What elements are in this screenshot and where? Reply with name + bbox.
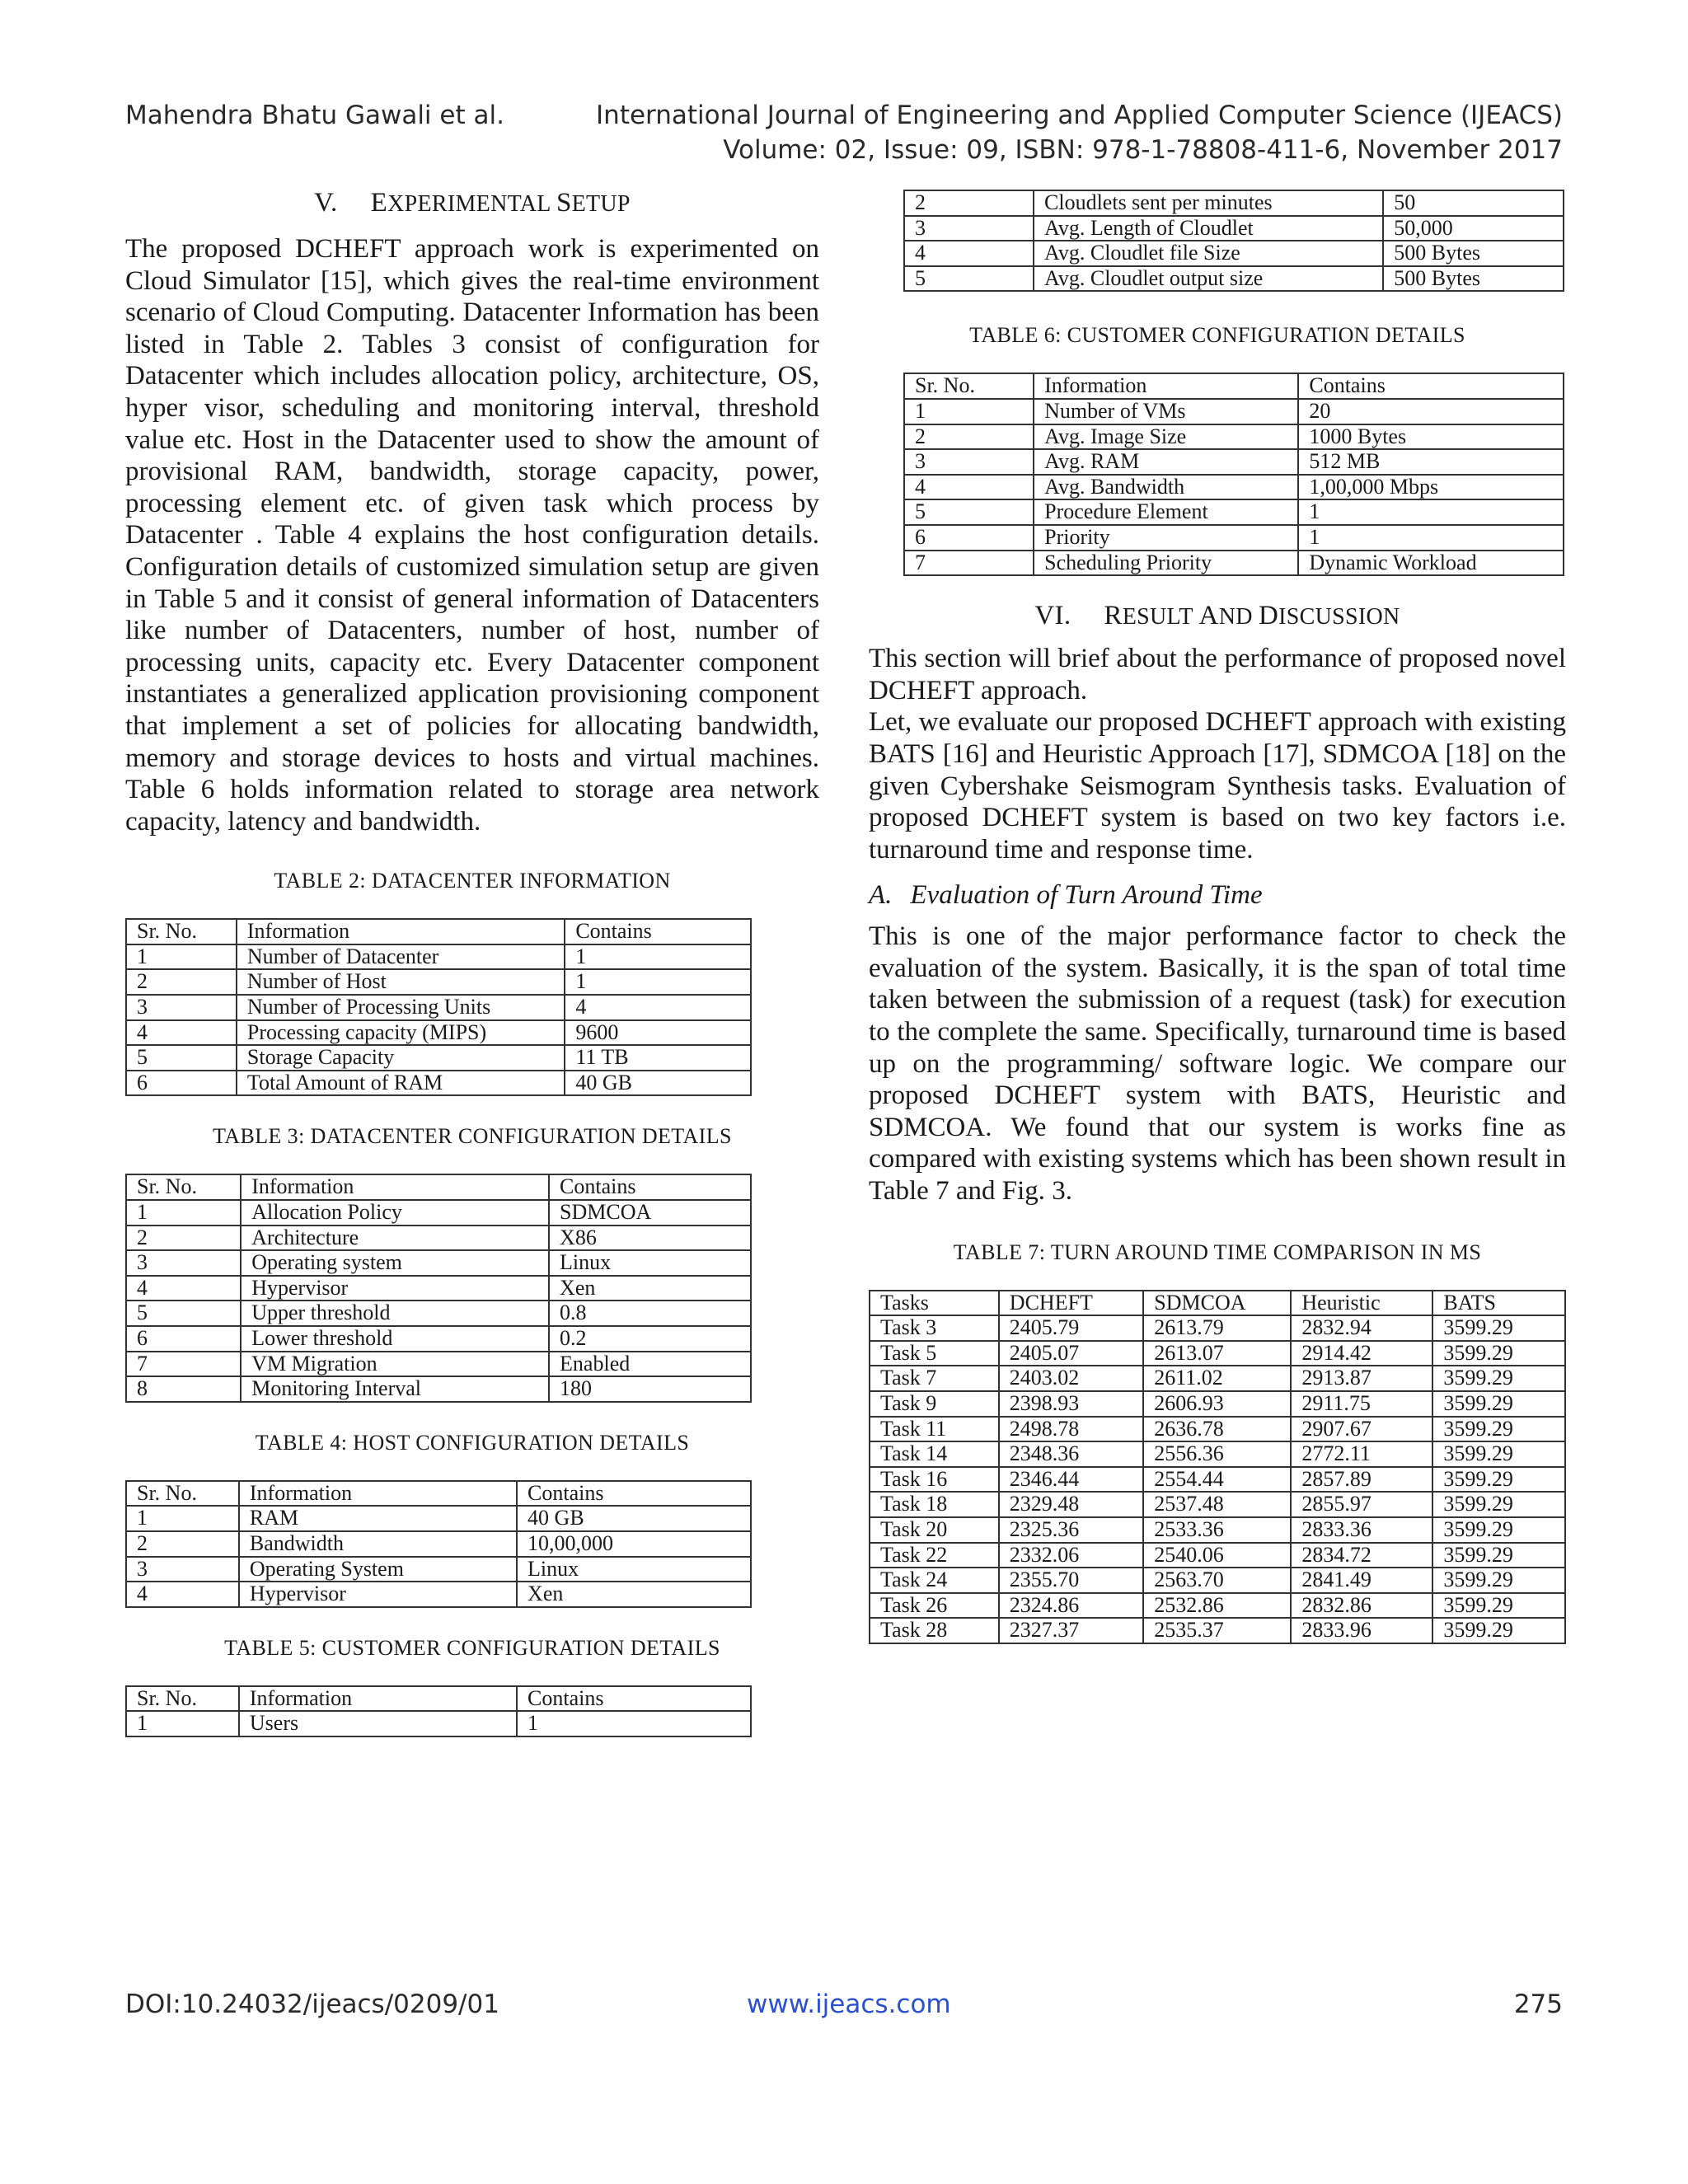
table-cell: 4 bbox=[904, 241, 1034, 266]
table-cell: Allocation Policy bbox=[241, 1200, 549, 1226]
table3-datacenter-configuration bbox=[125, 1174, 752, 1402]
left-column bbox=[125, 188, 819, 1737]
result-evaluation-paragraph: Let, we evaluate our proposed DCHEFT approach with existing BATS [16] and Heuristic Approach [17], SDMCOA [18] on the given Cybershake Seismogram Synthesis tasks. Evaluation of proposed DCHEFT system is based on two key factors i.e. turnaround time and response time. bbox=[869, 707, 1566, 865]
table-cell: 2613.79 bbox=[1143, 1315, 1291, 1341]
table-row bbox=[126, 1506, 751, 1531]
table-cell: 9600 bbox=[565, 1020, 751, 1046]
table-cell: 1 bbox=[126, 1711, 239, 1736]
table-cell: 2556.36 bbox=[1143, 1441, 1291, 1467]
table-cell: 50,000 bbox=[1383, 216, 1564, 241]
running-header-volume: Volume: 02, Issue: 09, ISBN: 978-1-78808-411-6, November 2017 bbox=[723, 135, 1563, 165]
table-row bbox=[904, 190, 1564, 216]
table-row bbox=[126, 1326, 751, 1352]
table-cell: 3599.29 bbox=[1432, 1543, 1565, 1568]
table-cell: 5 bbox=[904, 499, 1034, 525]
table-cell: 2346.44 bbox=[999, 1467, 1143, 1493]
table-cell: Number of Host bbox=[237, 969, 565, 995]
table-row bbox=[904, 241, 1564, 266]
table-cell: Contains bbox=[565, 919, 751, 944]
table-cell: Task 14 bbox=[870, 1441, 999, 1467]
table-cell: VM Migration bbox=[241, 1352, 549, 1377]
table-cell: 2833.96 bbox=[1291, 1618, 1432, 1643]
table-cell: 4 bbox=[126, 1020, 237, 1046]
table-row bbox=[126, 1711, 751, 1736]
table-cell: 2832.86 bbox=[1291, 1593, 1432, 1619]
table-cell: 2833.36 bbox=[1291, 1517, 1432, 1543]
table5-customer-configuration-part2 bbox=[903, 190, 1564, 292]
table-row bbox=[126, 1376, 751, 1402]
table-cell: Task 7 bbox=[870, 1366, 999, 1391]
table-row bbox=[870, 1467, 1565, 1493]
page-number: 275 bbox=[1513, 1990, 1563, 2019]
table-cell: Task 20 bbox=[870, 1517, 999, 1543]
table-cell: Task 28 bbox=[870, 1618, 999, 1643]
table-cell: 2772.11 bbox=[1291, 1441, 1432, 1467]
table-cell: 5 bbox=[126, 1045, 237, 1071]
table-cell: SDMCOA bbox=[549, 1200, 751, 1226]
section-heading-result-discussion: VI. RESULT AND DISCUSSION bbox=[1034, 601, 1400, 631]
footer-website-link[interactable]: www.ijeacs.com bbox=[747, 1990, 951, 2019]
table-cell: 2907.67 bbox=[1291, 1417, 1432, 1442]
table-cell: 2325.36 bbox=[999, 1517, 1143, 1543]
subsection-heading-turnaround: A. Evaluation of Turn Around Time bbox=[869, 880, 1263, 911]
table-cell: 0.8 bbox=[549, 1301, 751, 1326]
table-row bbox=[126, 1531, 751, 1557]
table-cell: Scheduling Priority bbox=[1034, 551, 1298, 576]
table-cell: 1 bbox=[565, 969, 751, 995]
table-cell: Procedure Element bbox=[1034, 499, 1298, 525]
table-cell: 3599.29 bbox=[1432, 1441, 1565, 1467]
table-cell: Xen bbox=[517, 1582, 751, 1607]
table-cell: Contains bbox=[549, 1174, 751, 1200]
table-cell: 3 bbox=[126, 1250, 241, 1276]
table-cell: 4 bbox=[904, 475, 1034, 500]
table-cell: 7 bbox=[126, 1352, 241, 1377]
table-row bbox=[904, 216, 1564, 241]
table-cell: 50 bbox=[1383, 190, 1564, 216]
table-cell: 40 GB bbox=[565, 1071, 751, 1096]
table-cell: Sr. No. bbox=[904, 373, 1034, 399]
table-row bbox=[904, 424, 1564, 450]
table-cell: Avg. Length of Cloudlet bbox=[1034, 216, 1383, 241]
table-cell: 2498.78 bbox=[999, 1417, 1143, 1442]
table-cell: 4 bbox=[126, 1276, 241, 1301]
table-row bbox=[870, 1517, 1565, 1543]
table-row bbox=[904, 399, 1564, 424]
table5-customer-configuration-part1 bbox=[125, 1685, 752, 1737]
table-cell: 2324.86 bbox=[999, 1593, 1143, 1619]
table-row bbox=[126, 1020, 751, 1046]
table-cell: Information bbox=[1034, 373, 1298, 399]
table-row bbox=[126, 944, 751, 970]
table-cell: Processing capacity (MIPS) bbox=[237, 1020, 565, 1046]
table-cell: 1 bbox=[126, 1506, 239, 1531]
table-cell: Cloudlets sent per minutes bbox=[1034, 190, 1383, 216]
table-cell: 6 bbox=[126, 1071, 237, 1096]
table-cell: 11 TB bbox=[565, 1045, 751, 1071]
section-heading-experimental-setup: V. EXPERIMENTAL SETUP bbox=[314, 188, 631, 218]
table-cell: Bandwidth bbox=[239, 1531, 517, 1557]
table-cell: RAM bbox=[239, 1506, 517, 1531]
table-row bbox=[126, 995, 751, 1020]
table-cell: 10,00,000 bbox=[517, 1531, 751, 1557]
table-cell: 3 bbox=[904, 449, 1034, 475]
table-cell: Hypervisor bbox=[239, 1582, 517, 1607]
table-cell: Operating system bbox=[241, 1250, 549, 1276]
table2-caption: TABLE 2: DATACENTER INFORMATION bbox=[274, 869, 671, 893]
table-cell: 2327.37 bbox=[999, 1618, 1143, 1643]
table-cell: Linux bbox=[549, 1250, 751, 1276]
table-cell: BATS bbox=[1432, 1291, 1565, 1316]
table-cell: Upper threshold bbox=[241, 1301, 549, 1326]
table-cell: Task 5 bbox=[870, 1341, 999, 1366]
table-cell: 2540.06 bbox=[1143, 1543, 1291, 1568]
table-cell: 4 bbox=[126, 1582, 239, 1607]
table-cell: SDMCOA bbox=[1143, 1291, 1291, 1316]
table-header-row bbox=[870, 1291, 1565, 1316]
table-cell: 2855.97 bbox=[1291, 1492, 1432, 1517]
table-cell: 3599.29 bbox=[1432, 1417, 1565, 1442]
table-cell: 500 Bytes bbox=[1383, 266, 1564, 292]
footer-doi: DOI:10.24032/ijeacs/0209/01 bbox=[125, 1990, 499, 2019]
table-cell: Task 26 bbox=[870, 1593, 999, 1619]
table7-turnaround-comparison bbox=[869, 1290, 1566, 1644]
table-cell: Sr. No. bbox=[126, 1686, 239, 1712]
running-header-authors: Mahendra Bhatu Gawali et al. bbox=[125, 101, 504, 130]
table-row bbox=[126, 1226, 751, 1251]
table-row bbox=[870, 1391, 1565, 1417]
table-cell: Sr. No. bbox=[126, 919, 237, 944]
table-row bbox=[904, 449, 1564, 475]
table-cell: Operating System bbox=[239, 1557, 517, 1582]
table3-caption: TABLE 3: DATACENTER CONFIGURATION DETAILS bbox=[213, 1124, 732, 1149]
table-cell: 2913.87 bbox=[1291, 1366, 1432, 1391]
table-cell: 2398.93 bbox=[999, 1391, 1143, 1417]
table-cell: Task 18 bbox=[870, 1492, 999, 1517]
table-cell: Sr. No. bbox=[126, 1174, 241, 1200]
table-cell: 2348.36 bbox=[999, 1441, 1143, 1467]
table-header-row bbox=[126, 1481, 751, 1507]
table-cell: Task 16 bbox=[870, 1467, 999, 1493]
table-row bbox=[904, 525, 1564, 551]
table6-customer-configuration bbox=[903, 373, 1564, 576]
table-cell: Task 3 bbox=[870, 1315, 999, 1341]
table-cell: 2405.79 bbox=[999, 1315, 1143, 1341]
table-cell: Dynamic Workload bbox=[1298, 551, 1564, 576]
table-cell: Avg. RAM bbox=[1034, 449, 1298, 475]
table-cell: 1 bbox=[126, 944, 237, 970]
table-cell: Architecture bbox=[241, 1226, 549, 1251]
table-cell: 3599.29 bbox=[1432, 1568, 1565, 1593]
table-cell: 1 bbox=[1298, 525, 1564, 551]
table-cell: 2 bbox=[904, 424, 1034, 450]
table-cell: 3599.29 bbox=[1432, 1618, 1565, 1643]
table-cell: Avg. Cloudlet file Size bbox=[1034, 241, 1383, 266]
table-cell: 2405.07 bbox=[999, 1341, 1143, 1366]
table-cell: Number of VMs bbox=[1034, 399, 1298, 424]
table-cell: Avg. Bandwidth bbox=[1034, 475, 1298, 500]
table-cell: Sr. No. bbox=[126, 1481, 239, 1507]
table-cell: Information bbox=[237, 919, 565, 944]
table-row bbox=[904, 499, 1564, 525]
table-cell: Task 22 bbox=[870, 1543, 999, 1568]
table-cell: 2857.89 bbox=[1291, 1467, 1432, 1493]
table-cell: Tasks bbox=[870, 1291, 999, 1316]
table5-caption: TABLE 5: CUSTOMER CONFIGURATION DETAILS bbox=[224, 1635, 720, 1660]
table-cell: 500 Bytes bbox=[1383, 241, 1564, 266]
table-cell: Priority bbox=[1034, 525, 1298, 551]
table-cell: 2533.36 bbox=[1143, 1517, 1291, 1543]
table-header-row bbox=[126, 1686, 751, 1712]
table-cell: Number of Datacenter bbox=[237, 944, 565, 970]
table-cell: 20 bbox=[1298, 399, 1564, 424]
running-header-journal: International Journal of Engineering and Applied Computer Science (IJEACS) bbox=[596, 101, 1563, 130]
table-row bbox=[870, 1568, 1565, 1593]
table-cell: 2 bbox=[904, 190, 1034, 216]
table-cell: 2332.06 bbox=[999, 1543, 1143, 1568]
table-cell: Task 24 bbox=[870, 1568, 999, 1593]
table-cell: 512 MB bbox=[1298, 449, 1564, 475]
table-row bbox=[126, 1582, 751, 1607]
table-row bbox=[126, 969, 751, 995]
table-cell: Contains bbox=[1298, 373, 1564, 399]
table-cell: Total Amount of RAM bbox=[237, 1071, 565, 1096]
table-cell: 1 bbox=[565, 944, 751, 970]
table-row bbox=[126, 1276, 751, 1301]
table2-datacenter-information bbox=[125, 918, 752, 1096]
table-cell: 40 GB bbox=[517, 1506, 751, 1531]
table-cell: 2 bbox=[126, 969, 237, 995]
table-cell: Information bbox=[239, 1686, 517, 1712]
table-row bbox=[126, 1301, 751, 1326]
table-row bbox=[870, 1492, 1565, 1517]
table-cell: 6 bbox=[904, 525, 1034, 551]
experimental-setup-paragraph: The proposed DCHEFT approach work is experimented on Cloud Simulator [15], which gives the real-time environment scenario of Cloud Computing. Datacenter Information has been listed in Table 2. Tables 3 consist of configuration for Datacenter which includes allocation policy, architecture, OS, hyper visor, scheduling and monitoring interval, threshold value etc. Host in the Datacenter used to show the amount of provisional RAM, bandwidth, storage capacity, power, processing element etc. of given task which process by Datacenter . Table 4 explains the host configuration details. Configuration details of customized simulation setup are given in Table 5 and it consist of general information of Datacenters like number of Datacenters, number of host, number of processing units, capacity etc. Every Datacenter component instantiates a generalized application provisioning component that implement a set of policies for allocating bandwidth, memory and storage devices to hosts and virtual machines. Table 6 holds information related to storage area network capacity, latency and bandwidth. bbox=[125, 234, 819, 837]
table-header-row bbox=[904, 373, 1564, 399]
table-cell: 3599.29 bbox=[1432, 1593, 1565, 1619]
right-column bbox=[869, 188, 1566, 1644]
table7-caption: TABLE 7: TURN AROUND TIME COMPARISON IN MS bbox=[953, 1240, 1482, 1264]
result-intro-paragraph: This section will brief about the performance of proposed novel DCHEFT approach. bbox=[869, 644, 1566, 705]
table-row bbox=[870, 1417, 1565, 1442]
table-cell: 2329.48 bbox=[999, 1492, 1143, 1517]
table-cell: Number of Processing Units bbox=[237, 995, 565, 1020]
table-row bbox=[904, 475, 1564, 500]
table-cell: 2606.93 bbox=[1143, 1391, 1291, 1417]
table-cell: 2832.94 bbox=[1291, 1315, 1432, 1341]
table-cell: 3599.29 bbox=[1432, 1315, 1565, 1341]
table-cell: 3599.29 bbox=[1432, 1366, 1565, 1391]
table-cell: 2914.42 bbox=[1291, 1341, 1432, 1366]
table-row bbox=[870, 1341, 1565, 1366]
table-cell: 2911.75 bbox=[1291, 1391, 1432, 1417]
table-cell: Heuristic bbox=[1291, 1291, 1432, 1316]
table-row bbox=[126, 1250, 751, 1276]
table-cell: 2355.70 bbox=[999, 1568, 1143, 1593]
table-cell: 2535.37 bbox=[1143, 1618, 1291, 1643]
table-row bbox=[870, 1315, 1565, 1341]
table-cell: Task 9 bbox=[870, 1391, 999, 1417]
table4-host-configuration bbox=[125, 1480, 752, 1608]
table-row bbox=[870, 1593, 1565, 1619]
table-cell: 2403.02 bbox=[999, 1366, 1143, 1391]
table-cell: 3599.29 bbox=[1432, 1391, 1565, 1417]
table-cell: Enabled bbox=[549, 1352, 751, 1377]
table-cell: 8 bbox=[126, 1376, 241, 1402]
turnaround-paragraph: This is one of the major performance factor to check the evaluation of the system. Basically, it is the span of total time taken between the submission of a request (task) for execution to the complete the same. Specifically, turnaround time is based up on the programming/ software logic. We compare our proposed DCHEFT system with BATS, Heuristic and SDMCOA. We found that our system is works fine as compared with existing systems which has been shown result in Table 7 and Fig. 3. bbox=[869, 921, 1566, 1207]
table-cell: 1 bbox=[517, 1711, 751, 1736]
table-row bbox=[126, 1071, 751, 1096]
table-cell: 2554.44 bbox=[1143, 1467, 1291, 1493]
table-row bbox=[126, 1557, 751, 1582]
table-cell: Contains bbox=[517, 1686, 751, 1712]
table-cell: 2636.78 bbox=[1143, 1417, 1291, 1442]
table-cell: Lower threshold bbox=[241, 1326, 549, 1352]
table-cell: 2613.07 bbox=[1143, 1341, 1291, 1366]
table-cell: 2841.49 bbox=[1291, 1568, 1432, 1593]
table-cell: 0.2 bbox=[549, 1326, 751, 1352]
table-row bbox=[904, 266, 1564, 292]
table-row bbox=[126, 1045, 751, 1071]
table-cell: 3 bbox=[126, 995, 237, 1020]
table-row bbox=[126, 1200, 751, 1226]
table-cell: 1 bbox=[126, 1200, 241, 1226]
table-cell: Users bbox=[239, 1711, 517, 1736]
table-cell: Xen bbox=[549, 1276, 751, 1301]
table-cell: DCHEFT bbox=[999, 1291, 1143, 1316]
table-cell: 3 bbox=[126, 1557, 239, 1582]
table-row bbox=[870, 1441, 1565, 1467]
table-cell: Avg. Image Size bbox=[1034, 424, 1298, 450]
table-row bbox=[870, 1618, 1565, 1643]
table-cell: 3 bbox=[904, 216, 1034, 241]
table-cell: 2 bbox=[126, 1531, 239, 1557]
table-cell: 3599.29 bbox=[1432, 1467, 1565, 1493]
table-cell: 6 bbox=[126, 1326, 241, 1352]
table-cell: 3599.29 bbox=[1432, 1341, 1565, 1366]
table-cell: Storage Capacity bbox=[237, 1045, 565, 1071]
table-header-row bbox=[126, 1174, 751, 1200]
table-cell: 3599.29 bbox=[1432, 1517, 1565, 1543]
table-cell: 2532.86 bbox=[1143, 1593, 1291, 1619]
table-cell: 1,00,000 Mbps bbox=[1298, 475, 1564, 500]
table-cell: 2834.72 bbox=[1291, 1543, 1432, 1568]
table-cell: 2611.02 bbox=[1143, 1366, 1291, 1391]
table-header-row bbox=[126, 919, 751, 944]
table-cell: Information bbox=[241, 1174, 549, 1200]
table4-caption: TABLE 4: HOST CONFIGURATION DETAILS bbox=[255, 1430, 690, 1455]
table-cell: 180 bbox=[549, 1376, 751, 1402]
table-cell: Information bbox=[239, 1481, 517, 1507]
table-cell: 2563.70 bbox=[1143, 1568, 1291, 1593]
table-cell: 1 bbox=[904, 399, 1034, 424]
table-cell: X86 bbox=[549, 1226, 751, 1251]
table-row bbox=[904, 551, 1564, 576]
table-cell: Monitoring Interval bbox=[241, 1376, 549, 1402]
table-cell: 1000 Bytes bbox=[1298, 424, 1564, 450]
table-row bbox=[870, 1543, 1565, 1568]
table-cell: 5 bbox=[904, 266, 1034, 292]
table-cell: 5 bbox=[126, 1301, 241, 1326]
table-cell: 7 bbox=[904, 551, 1034, 576]
table-row bbox=[126, 1352, 751, 1377]
table-cell: 1 bbox=[1298, 499, 1564, 525]
table-cell: 4 bbox=[565, 995, 751, 1020]
table-cell: Avg. Cloudlet output size bbox=[1034, 266, 1383, 292]
table-cell: Task 11 bbox=[870, 1417, 999, 1442]
table-cell: 2 bbox=[126, 1226, 241, 1251]
table6-caption: TABLE 6: CUSTOMER CONFIGURATION DETAILS bbox=[969, 323, 1465, 348]
table-cell: Hypervisor bbox=[241, 1276, 549, 1301]
table-row bbox=[870, 1366, 1565, 1391]
table-cell: Contains bbox=[517, 1481, 751, 1507]
table-cell: 2537.48 bbox=[1143, 1492, 1291, 1517]
table-cell: 3599.29 bbox=[1432, 1492, 1565, 1517]
table-cell: Linux bbox=[517, 1557, 751, 1582]
